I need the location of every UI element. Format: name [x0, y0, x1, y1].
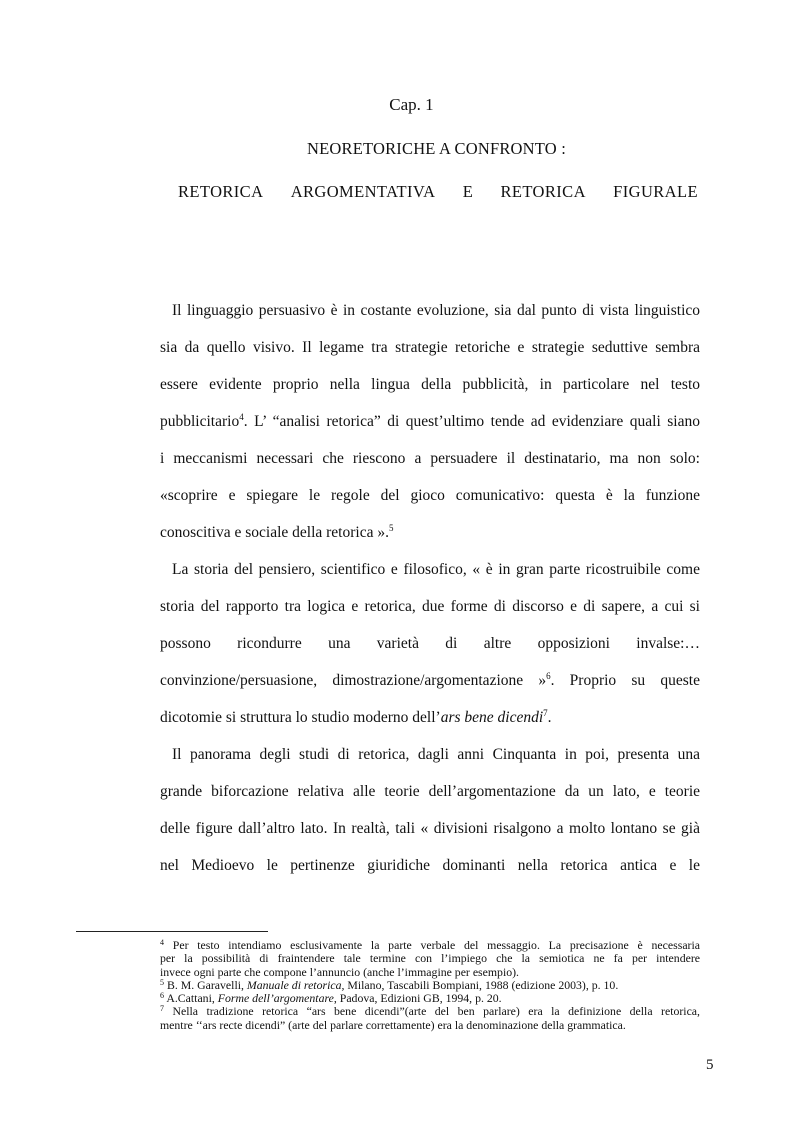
footnote-ref: 7	[543, 708, 548, 718]
text-line: essere evidente proprio nella lingua della pubblicità, in particolare nel testo	[160, 376, 700, 393]
footnotes	[160, 939, 700, 1032]
text-line: storia del rapporto tra logica e retorica, due forme di discorso e di sapere, a cui si	[160, 598, 700, 615]
text-line: nel Medioevo le pertinenze giuridiche dominanti nella retorica antica e le	[160, 857, 700, 874]
footnote-text: per la possibilità di fraintendere tale termine con l’impiego che la semiotica ne fa per intendere	[160, 951, 700, 966]
title-word: FIGURALE	[613, 182, 698, 201]
chapter-label: Cap. 1	[389, 95, 434, 114]
title-word: RETORICA	[178, 182, 264, 201]
text-line: pubblicitario$^4$. L’ “analisi retorica” di quest’ultimo tende ad evidenziare quali siano	[160, 412, 700, 430]
paragraph-2	[160, 559, 700, 744]
chapter-title-line-1: NEORETORICHE A CONFRONTO :	[307, 139, 566, 158]
footnote-text: invece ogni parte che compone l’annuncio (anche l’immagine per esempio).	[160, 964, 520, 979]
page-number: 5	[706, 1057, 714, 1073]
title-word: E	[462, 182, 474, 201]
text-line: dicotomie si struttura lo studio moderno dell’ars bene dicendi$^7$.	[160, 708, 552, 726]
text-line: «scoprire e spiegare le regole del gioco comunicativo: questa è la funzione	[160, 487, 700, 504]
text-line: grande biforcazione relativa alle teorie dell’argomentazione da un lato, e teorie	[160, 783, 700, 800]
title-word: ARGOMENTATIVA	[290, 182, 436, 201]
text-line: convinzione/persuasione, dimostrazione/argomentazione »$^6$. Proprio su queste	[160, 671, 700, 689]
text-line: Il panorama degli studi di retorica, dagli anni Cinquanta in poi, presenta una	[172, 746, 700, 763]
text-line: conoscitiva e sociale della retorica ».$^5$	[160, 523, 394, 541]
paragraph-3	[160, 744, 700, 892]
text-line: possono ricondurre una varietà di altre opposizioni invalse:…	[160, 635, 700, 652]
text-line: sia da quello visivo. Il legame tra strategie retoriche e strategie seduttive sembra	[160, 339, 700, 356]
text-line: delle figure dall’altro lato. In realtà, tali « divisioni risalgono a molto lontano se già	[160, 820, 700, 837]
footnote-text: mentre ‘‘ars recte dicendi” (arte del parlare correttamente) era la denominazione della grammatica.	[160, 1017, 626, 1032]
text-line: La storia del pensiero, scientifico e filosofico, « è in gran parte ricostruibile come	[172, 561, 700, 578]
footnote-4: $^4$ Per testo intendiamo esclusivamente la parte verbale del messaggio. La precisazione è necessaria	[160, 938, 700, 952]
footnote-ref: 5	[388, 523, 394, 533]
footnote-separator	[76, 931, 268, 932]
chapter-title-line-2	[178, 182, 698, 202]
text-line: Il linguaggio persuasivo è in costante evoluzione, sia dal punto di vista linguistico	[172, 302, 700, 319]
footnote-ref: 6	[546, 671, 551, 681]
footnote-7: $^7$ Nella tradizione retorica “ars bene dicendi”(arte del ben parlare) era la definizione della retorica,	[160, 1004, 700, 1019]
title-word: RETORICA	[500, 182, 586, 201]
paragraph-1	[160, 300, 700, 559]
text-line: i meccanismi necessari che riescono a persuadere il destinatario, ma non solo:	[160, 450, 700, 467]
footnote-6: $^6$ A.Cattani, Forme dell’argomentare, Padova, Edizioni GB, 1994, p. 20.	[160, 991, 502, 1006]
footnote-ref: 4	[239, 412, 244, 422]
footnote-5: $^5$ B. M. Garavelli, Manuale di retorica, Milano, Tascabili Bompiani, 1988 (edizione 2003), p. 10.	[160, 977, 619, 992]
